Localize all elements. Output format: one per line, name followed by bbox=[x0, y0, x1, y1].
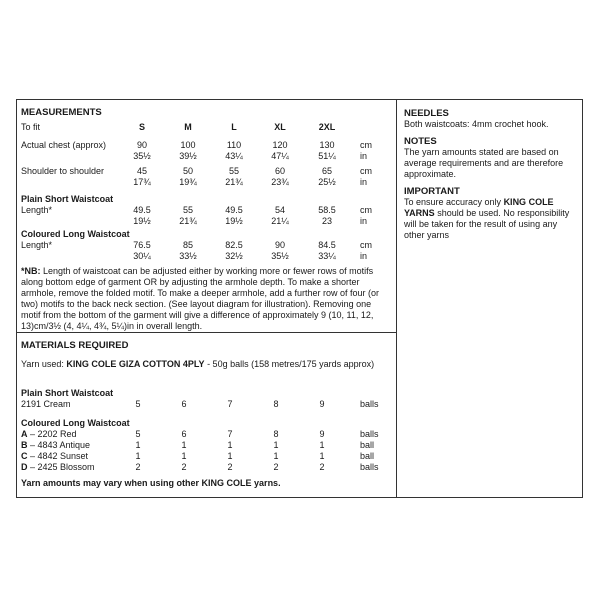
ball-count: 2 bbox=[319, 462, 325, 472]
ball-count: 7 bbox=[227, 399, 233, 409]
value-in: 19½ bbox=[133, 216, 151, 226]
yarn-shade-label bbox=[21, 462, 95, 473]
yarn-footer-note: Yarn amounts may vary when using other KING COLE yarns. bbox=[21, 478, 281, 488]
value-in: 23¾ bbox=[271, 177, 289, 187]
notes-text: The yarn amounts stated are based on average requirements and are therefore approximate. bbox=[404, 147, 564, 179]
value-in: 51¼ bbox=[318, 151, 336, 161]
shoulder-label: Shoulder to shoulder bbox=[21, 166, 105, 176]
plain-length-label: Length* bbox=[21, 205, 53, 215]
value-cm: 110 bbox=[226, 140, 242, 150]
notes-heading: NOTES bbox=[404, 136, 437, 147]
size-header-s: S bbox=[138, 122, 145, 132]
coloured-waistcoat-heading: Coloured Long Waistcoat bbox=[21, 229, 130, 239]
unit-cm: cm bbox=[360, 140, 372, 150]
value-in: 25½ bbox=[318, 177, 336, 187]
ball-count: 2 bbox=[181, 462, 187, 472]
value-cm: 76.5 bbox=[133, 240, 151, 250]
value-cm: 65 bbox=[321, 166, 332, 176]
unit-in: in bbox=[360, 151, 368, 161]
ball-count: 1 bbox=[227, 440, 233, 450]
value-in: 19½ bbox=[225, 216, 243, 226]
value-cm: 54 bbox=[274, 205, 285, 215]
measurements-heading: MEASUREMENTS bbox=[21, 107, 102, 118]
value-in: 39½ bbox=[179, 151, 197, 161]
value-cm: 49.5 bbox=[225, 205, 243, 215]
important-brand: KING COLE YARNS bbox=[404, 197, 554, 218]
ball-count: 2 bbox=[135, 462, 141, 472]
value-cm: 55 bbox=[182, 205, 193, 215]
important-heading: IMPORTANT bbox=[404, 186, 460, 197]
ball-count: 8 bbox=[273, 399, 279, 409]
value-in: 21¾ bbox=[225, 177, 243, 187]
yarn-name: KING COLE GIZA COTTON 4PLY bbox=[66, 359, 205, 369]
value-cm: 130 bbox=[319, 140, 335, 150]
important-text-post: should be used. No responsibility will be taken for the result of using any other yarns bbox=[404, 208, 570, 240]
value-in: 19¾ bbox=[179, 177, 197, 187]
yarn-shade-label bbox=[21, 440, 90, 451]
ball-count: 9 bbox=[319, 429, 325, 439]
ball-count: 2 bbox=[273, 462, 279, 472]
value-cm: 60 bbox=[274, 166, 285, 176]
shade-letter: D bbox=[21, 462, 28, 472]
chest-label: Actual chest (approx) bbox=[21, 140, 107, 150]
important-text-pre: To ensure accuracy only bbox=[404, 197, 504, 207]
ball-count: 1 bbox=[319, 451, 325, 461]
plain-waistcoat-heading: Plain Short Waistcoat bbox=[21, 194, 114, 204]
size-header-2xl: 2XL bbox=[318, 122, 336, 132]
unit-in: in bbox=[360, 251, 368, 261]
ball-count: 8 bbox=[273, 429, 279, 439]
value-in: 47¼ bbox=[271, 151, 289, 161]
shade-letter: A bbox=[21, 429, 28, 439]
value-in: 21¼ bbox=[271, 216, 289, 226]
yarn-shade-label bbox=[21, 429, 77, 440]
materials-heading: MATERIALS REQUIRED bbox=[21, 340, 129, 351]
ball-unit: ball bbox=[360, 440, 375, 450]
materials-coloured-heading: Coloured Long Waistcoat bbox=[21, 418, 130, 428]
nb-label: *NB: bbox=[21, 266, 41, 276]
unit-cm: cm bbox=[360, 205, 372, 215]
value-in: 35½ bbox=[271, 251, 289, 261]
size-header-l: L bbox=[231, 122, 237, 132]
nb-text: Length of waistcoat can be adjusted either by working more or fewer rows of motifs along bottom edge of garment OR by adjusting the armhole depth. To make a shorter armhole, remove the folded motif. To make a deeper armhole, add a further row of four (or two) motifs to the back neck section. (See layout diagram for illustration). Removing one motif from the bottom of the garment will give a difference of approximately 9 (10, 11, 12, 13)cm/3½ (4, 4¼, 4¾, 5¼)in in overall length. bbox=[21, 266, 380, 331]
ball-count: 5 bbox=[135, 399, 141, 409]
ball-count: 1 bbox=[181, 451, 187, 461]
ball-unit: ball bbox=[360, 451, 375, 461]
yarn-shade-label bbox=[21, 451, 88, 462]
size-header-m: M bbox=[184, 122, 192, 132]
value-in: 23 bbox=[321, 216, 332, 226]
value-in: 32½ bbox=[225, 251, 243, 261]
value-in: 17¾ bbox=[133, 177, 151, 187]
column-divider bbox=[396, 100, 397, 498]
value-cm: 120 bbox=[272, 140, 288, 150]
needles-heading: NEEDLES bbox=[404, 108, 449, 119]
ball-count: 9 bbox=[319, 399, 325, 409]
ball-count: 7 bbox=[227, 429, 233, 439]
ball-unit: balls bbox=[360, 429, 379, 439]
yarn-used bbox=[21, 359, 381, 370]
value-in: 43¼ bbox=[225, 151, 243, 161]
shade-name: – 2425 Blossom bbox=[27, 462, 95, 472]
value-in: 30¼ bbox=[133, 251, 151, 261]
value-in: 35½ bbox=[133, 151, 151, 161]
value-cm: 90 bbox=[274, 240, 285, 250]
shade-letter: C bbox=[21, 451, 28, 461]
value-in: 33½ bbox=[179, 251, 197, 261]
sizes-label: To fit bbox=[21, 122, 41, 132]
shade-name: – 4843 Antique bbox=[27, 440, 91, 450]
ball-count: 1 bbox=[227, 451, 233, 461]
value-cm: 49.5 bbox=[133, 205, 151, 215]
ball-unit: balls bbox=[360, 462, 379, 472]
value-cm: 90 bbox=[136, 140, 147, 150]
unit-in: in bbox=[360, 177, 368, 187]
unit-cm: cm bbox=[360, 240, 372, 250]
ball-unit: balls bbox=[360, 399, 379, 409]
value-cm: 58.5 bbox=[318, 205, 336, 215]
ball-count: 6 bbox=[181, 399, 187, 409]
unit-in: in bbox=[360, 216, 368, 226]
value-in: 21¾ bbox=[179, 216, 197, 226]
ball-count: 5 bbox=[135, 429, 141, 439]
value-in: 33¼ bbox=[318, 251, 336, 261]
value-cm: 84.5 bbox=[318, 240, 336, 250]
ball-count: 1 bbox=[319, 440, 325, 450]
ball-count: 1 bbox=[181, 440, 187, 450]
value-cm: 55 bbox=[228, 166, 239, 176]
ball-count: 2 bbox=[227, 462, 233, 472]
value-cm: 82.5 bbox=[225, 240, 243, 250]
size-header-xl: XL bbox=[274, 122, 286, 132]
ball-count: 1 bbox=[273, 451, 279, 461]
important-text bbox=[404, 197, 579, 241]
yarn-prefix: Yarn used: bbox=[21, 359, 67, 369]
yarn-shade-label: 2191 Cream bbox=[21, 399, 71, 409]
shade-name: – 4842 Sunset bbox=[27, 451, 89, 461]
materials-plain-heading: Plain Short Waistcoat bbox=[21, 388, 114, 398]
unit-cm: cm bbox=[360, 166, 372, 176]
shade-letter: B bbox=[21, 440, 28, 450]
coloured-length-label: Length* bbox=[21, 240, 53, 250]
ball-count: 1 bbox=[273, 440, 279, 450]
length-note bbox=[21, 266, 391, 332]
needles-text: Both waistcoats: 4mm crochet hook. bbox=[404, 119, 549, 129]
value-cm: 45 bbox=[136, 166, 147, 176]
value-cm: 85 bbox=[182, 240, 193, 250]
yarn-suffix: - 50g balls (158 metres/175 yards approx) bbox=[204, 359, 375, 369]
shade-name: – 2202 Red bbox=[27, 429, 77, 439]
ball-count: 6 bbox=[181, 429, 187, 439]
ball-count: 1 bbox=[135, 440, 141, 450]
value-cm: 50 bbox=[182, 166, 193, 176]
pattern-info-table bbox=[16, 99, 583, 498]
ball-count: 1 bbox=[135, 451, 141, 461]
section-divider bbox=[17, 332, 396, 333]
value-cm: 100 bbox=[180, 140, 196, 150]
